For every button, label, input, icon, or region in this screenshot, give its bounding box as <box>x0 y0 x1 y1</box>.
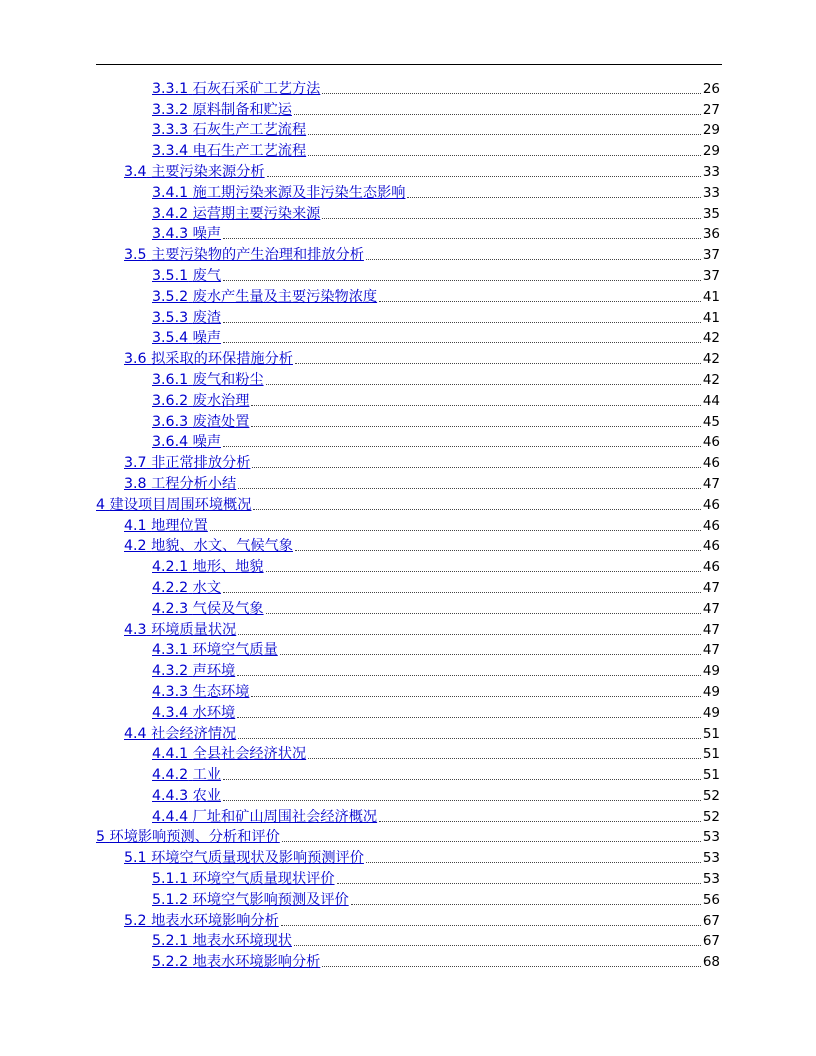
toc-page-number: 67 <box>702 912 720 929</box>
toc-title: 环境空气质量 <box>192 642 278 659</box>
toc-leader-dots <box>223 800 701 801</box>
toc-entry <box>96 514 720 535</box>
toc-number: 4.2.2 <box>152 579 189 596</box>
toc-entry <box>96 722 720 743</box>
toc-page-number: 52 <box>702 787 720 804</box>
toc-entry <box>96 680 720 701</box>
toc-number: 3.6.1 <box>152 371 189 388</box>
toc-title: 施工期污染来源及非污染生态影响 <box>192 184 406 201</box>
toc-title: 废渣 <box>192 309 222 326</box>
toc-title: 地形、地貌 <box>192 559 264 576</box>
toc-entry <box>96 805 720 826</box>
toc-title: 原料制备和贮运 <box>192 101 292 118</box>
toc-link[interactable] <box>124 725 236 743</box>
toc-number: 4.3.2 <box>152 663 189 680</box>
toc-entry <box>96 119 720 140</box>
toc-page-number: 27 <box>702 101 720 118</box>
toc-entry <box>96 930 720 951</box>
toc-title: 环境空气质量现状及影响预测评价 <box>151 850 364 867</box>
toc-title: 地表水环境影响分析 <box>192 954 321 971</box>
toc-link[interactable] <box>124 475 236 493</box>
toc-number: 5.1.1 <box>152 871 189 888</box>
toc-leader-dots <box>223 322 701 323</box>
toc-page-number: 46 <box>702 538 720 555</box>
toc-leader-dots <box>251 405 700 406</box>
toc-page-number: 37 <box>702 247 720 264</box>
toc-leader-dots <box>281 925 701 926</box>
toc-title: 运营期主要污染来源 <box>192 205 321 222</box>
toc-title: 厂址和矿山周围社会经济概况 <box>192 808 378 825</box>
toc-number: 3.5 <box>124 247 147 264</box>
toc-entry <box>96 950 720 971</box>
toc-number: 3.4.2 <box>152 205 189 222</box>
toc-title: 地理位置 <box>151 517 208 534</box>
toc-number: 4.4 <box>124 725 147 742</box>
toc-entry <box>96 639 720 660</box>
toc-number: 4.3.1 <box>152 642 189 659</box>
toc-number: 3.3.4 <box>152 143 189 160</box>
toc-entry <box>96 223 720 244</box>
toc-title: 声环境 <box>192 663 236 680</box>
toc-page-number: 45 <box>702 413 720 430</box>
toc-number: 4.3 <box>124 621 147 638</box>
toc-link[interactable] <box>152 787 221 805</box>
toc-page-number: 29 <box>702 122 720 139</box>
toc-link[interactable] <box>152 121 306 139</box>
toc-title: 噪声 <box>192 330 222 347</box>
toc-leader-dots <box>223 280 701 281</box>
toc-entry <box>96 618 720 639</box>
toc-page-number: 56 <box>702 891 720 908</box>
toc-leader-dots <box>210 530 701 531</box>
toc-leader-dots <box>282 841 701 842</box>
toc-leader-dots <box>295 550 701 551</box>
toc-page-number: 29 <box>702 143 720 160</box>
toc-number: 3.3.1 <box>152 80 189 97</box>
toc-page-number: 47 <box>702 600 720 617</box>
toc-entry <box>96 451 720 472</box>
toc-number: 3.3.2 <box>152 101 189 118</box>
toc-page-number: 42 <box>702 371 720 388</box>
toc-leader-dots <box>308 134 701 135</box>
toc-link[interactable] <box>124 517 208 535</box>
toc-link[interactable] <box>152 309 221 327</box>
toc-link[interactable] <box>96 828 280 846</box>
toc-leader-dots <box>322 93 700 94</box>
toc-leader-dots <box>223 779 701 780</box>
toc-page-number: 51 <box>702 725 720 742</box>
toc-title: 环境质量状况 <box>151 621 237 638</box>
toc-leader-dots <box>251 696 700 697</box>
toc-entry <box>96 306 720 327</box>
toc-leader-dots <box>266 571 701 572</box>
toc-page-number: 47 <box>702 642 720 659</box>
toc-link[interactable] <box>124 454 250 472</box>
toc-title: 地表水环境现状 <box>192 933 292 950</box>
toc-page-number: 42 <box>702 330 720 347</box>
toc-entry <box>96 472 720 493</box>
toc-entry <box>96 909 720 930</box>
toc-number: 4.4.3 <box>152 787 189 804</box>
toc-number: 4.2.1 <box>152 559 189 576</box>
toc-title: 电石生产工艺流程 <box>192 143 307 160</box>
toc-number: 4.2 <box>124 538 147 555</box>
toc-entry <box>96 431 720 452</box>
toc-entry <box>96 743 720 764</box>
toc-entry <box>96 389 720 410</box>
toc-page-number: 53 <box>702 871 720 888</box>
toc-entry <box>96 410 720 431</box>
toc-page-number: 46 <box>702 559 720 576</box>
toc-number: 4.2.3 <box>152 600 189 617</box>
toc-page-number: 41 <box>702 288 720 305</box>
toc-page-number: 49 <box>702 683 720 700</box>
toc-title: 地表水环境影响分析 <box>151 912 279 929</box>
toc-link[interactable] <box>152 267 221 285</box>
toc-link[interactable] <box>152 433 221 451</box>
toc-leader-dots <box>366 259 701 260</box>
toc-link[interactable] <box>124 246 364 264</box>
toc-title: 地貌、水文、气候气象 <box>151 538 293 555</box>
toc-page-number: 33 <box>702 184 720 201</box>
toc-leader-dots <box>223 342 701 343</box>
toc-title: 石灰石采矿工艺方法 <box>192 80 321 97</box>
toc-link[interactable] <box>152 891 349 909</box>
toc-link[interactable] <box>152 870 335 888</box>
toc-title: 社会经济情况 <box>151 725 237 742</box>
toc-number: 3.6.2 <box>152 392 189 409</box>
toc-leader-dots <box>238 488 701 489</box>
toc-title: 废水治理 <box>192 392 250 409</box>
toc-number: 3.6 <box>124 351 147 368</box>
toc-entry <box>96 264 720 285</box>
toc-leader-dots <box>308 155 701 156</box>
toc-entry <box>96 826 720 847</box>
toc-number: 5 <box>96 829 106 846</box>
toc-number: 5.2 <box>124 912 147 929</box>
toc-number: 5.2.1 <box>152 933 189 950</box>
header-rule <box>96 64 722 65</box>
toc-leader-dots <box>337 883 701 884</box>
toc-link[interactable] <box>152 808 377 826</box>
toc-number: 3.5.3 <box>152 309 189 326</box>
toc-title: 农业 <box>192 787 222 804</box>
toc-number: 3.5.2 <box>152 288 189 305</box>
toc-entry <box>96 701 720 722</box>
toc-leader-dots <box>223 446 701 447</box>
toc-entry <box>96 763 720 784</box>
toc-title: 石灰生产工艺流程 <box>192 122 307 139</box>
toc-page-number: 44 <box>702 392 720 409</box>
toc-page-number: 46 <box>702 455 720 472</box>
toc-number: 3.3.3 <box>152 122 189 139</box>
toc-title: 水环境 <box>192 704 236 721</box>
toc-entry <box>96 493 720 514</box>
toc-leader-dots <box>251 426 700 427</box>
toc-title: 拟采取的环保措施分析 <box>151 351 293 368</box>
toc-leader-dots <box>322 218 700 219</box>
toc-title: 全县社会经济状况 <box>192 746 307 763</box>
toc-entry <box>96 535 720 556</box>
toc-leader-dots <box>379 821 701 822</box>
toc-number: 3.8 <box>124 475 147 492</box>
toc-link[interactable] <box>152 600 264 618</box>
toc-entry <box>96 368 720 389</box>
toc-leader-dots <box>238 634 701 635</box>
toc-leader-dots <box>407 197 700 198</box>
toc-link[interactable] <box>152 641 278 659</box>
toc-page-number: 52 <box>702 808 720 825</box>
toc-page-number: 46 <box>702 434 720 451</box>
toc-entry <box>96 77 720 98</box>
toc-title: 噪声 <box>192 434 222 451</box>
toc-title: 环境影响预测、分析和评价 <box>109 829 280 846</box>
toc-leader-dots <box>280 654 701 655</box>
toc-number: 3.4.3 <box>152 226 189 243</box>
toc-link[interactable] <box>152 392 249 410</box>
toc-leader-dots <box>267 176 701 177</box>
toc-leader-dots <box>351 904 701 905</box>
toc-title: 工业 <box>192 767 222 784</box>
toc-title: 废渣处置 <box>192 413 250 430</box>
toc-leader-dots <box>223 238 701 239</box>
toc-link[interactable] <box>152 142 306 160</box>
toc-number: 3.4.1 <box>152 184 189 201</box>
toc-leader-dots <box>266 384 701 385</box>
toc-link[interactable] <box>152 371 264 389</box>
toc-leader-dots <box>223 592 701 593</box>
toc-number: 3.4 <box>124 163 147 180</box>
toc-number: 3.5.1 <box>152 267 189 284</box>
toc-title: 环境空气质量现状评价 <box>192 871 335 888</box>
toc-page-number: 37 <box>702 267 720 284</box>
toc-link[interactable] <box>152 80 320 98</box>
toc-entry <box>96 576 720 597</box>
toc-number: 5.1.2 <box>152 891 189 908</box>
toc-leader-dots <box>295 363 701 364</box>
toc-number: 5.1 <box>124 850 147 867</box>
toc-title: 主要污染物的产生治理和排放分析 <box>151 247 364 264</box>
toc-title: 环境空气影响预测及评价 <box>192 891 349 908</box>
toc-entry <box>96 347 720 368</box>
toc-number: 4.3.3 <box>152 683 189 700</box>
toc-entry <box>96 139 720 160</box>
toc-link[interactable] <box>124 537 293 555</box>
toc-link[interactable] <box>152 558 264 576</box>
toc-link[interactable] <box>152 932 292 950</box>
toc-leader-dots <box>252 467 700 468</box>
toc-page-number: 68 <box>702 954 720 971</box>
toc-title: 生态环境 <box>192 683 250 700</box>
toc-page-number: 67 <box>702 933 720 950</box>
toc-number: 3.6.4 <box>152 434 189 451</box>
toc-number: 4.4.4 <box>152 808 189 825</box>
toc-title: 废水产生量及主要污染物浓度 <box>192 288 378 305</box>
toc-page-number: 49 <box>702 704 720 721</box>
toc-page-number: 49 <box>702 663 720 680</box>
toc-title: 废气 <box>192 267 222 284</box>
toc-title: 主要污染来源分析 <box>151 163 265 180</box>
toc-link[interactable] <box>152 205 320 223</box>
toc-title: 建设项目周围环境概况 <box>109 496 252 513</box>
toc-leader-dots <box>238 738 701 739</box>
toc-link[interactable] <box>124 163 265 181</box>
toc-link[interactable] <box>152 704 235 722</box>
toc-entry <box>96 888 720 909</box>
toc-entry <box>96 181 720 202</box>
toc-page-number: 42 <box>702 351 720 368</box>
toc-link[interactable] <box>124 621 236 639</box>
toc-entry <box>96 846 720 867</box>
toc-link[interactable] <box>152 225 221 243</box>
toc-entry <box>96 867 720 888</box>
toc-entry <box>96 784 720 805</box>
toc-entry <box>96 659 720 680</box>
toc-leader-dots <box>237 675 701 676</box>
toc-title: 气侯及气象 <box>192 600 264 617</box>
toc-page-number: 51 <box>702 746 720 763</box>
toc-entry <box>96 285 720 306</box>
toc-entry <box>96 160 720 181</box>
toc-title: 水文 <box>192 579 222 596</box>
toc-page-number: 53 <box>702 850 720 867</box>
toc-entry <box>96 98 720 119</box>
toc-page-number: 53 <box>702 829 720 846</box>
toc-entry <box>96 555 720 576</box>
table-of-contents <box>96 77 720 971</box>
toc-page-number: 47 <box>702 579 720 596</box>
toc-link[interactable] <box>124 912 279 930</box>
toc-page-number: 26 <box>702 80 720 97</box>
toc-leader-dots <box>253 509 700 510</box>
toc-page-number: 36 <box>702 226 720 243</box>
toc-link[interactable] <box>124 350 293 368</box>
toc-leader-dots <box>322 966 700 967</box>
toc-entry <box>96 202 720 223</box>
toc-link[interactable] <box>152 953 320 971</box>
toc-link[interactable] <box>152 683 249 701</box>
toc-page-number: 51 <box>702 767 720 784</box>
toc-link[interactable] <box>152 745 306 763</box>
toc-leader-dots <box>379 301 701 302</box>
toc-page-number: 35 <box>702 205 720 222</box>
toc-link[interactable] <box>152 101 292 119</box>
toc-leader-dots <box>266 613 701 614</box>
toc-leader-dots <box>294 945 701 946</box>
toc-entry <box>96 597 720 618</box>
toc-entry <box>96 327 720 348</box>
toc-page-number: 47 <box>702 621 720 638</box>
toc-title: 噪声 <box>192 226 222 243</box>
toc-number: 3.6.3 <box>152 413 189 430</box>
toc-number: 4.3.4 <box>152 704 189 721</box>
toc-link[interactable] <box>152 579 221 597</box>
toc-number: 3.7 <box>124 455 147 472</box>
toc-page-number: 33 <box>702 163 720 180</box>
toc-page-number: 41 <box>702 309 720 326</box>
toc-number: 4.4.1 <box>152 746 189 763</box>
toc-link[interactable] <box>96 496 251 514</box>
toc-page-number: 46 <box>702 517 720 534</box>
toc-link[interactable] <box>124 849 364 867</box>
toc-link[interactable] <box>152 662 235 680</box>
toc-title: 废气和粉尘 <box>192 371 264 388</box>
toc-number: 4.4.2 <box>152 767 189 784</box>
toc-leader-dots <box>308 758 701 759</box>
toc-title: 非正常排放分析 <box>151 455 251 472</box>
toc-entry <box>96 243 720 264</box>
toc-number: 5.2.2 <box>152 954 189 971</box>
toc-number: 3.5.4 <box>152 330 189 347</box>
toc-leader-dots <box>294 114 701 115</box>
toc-link[interactable] <box>152 413 249 431</box>
toc-title: 工程分析小结 <box>151 475 237 492</box>
toc-link[interactable] <box>152 288 377 306</box>
toc-number: 4 <box>96 496 106 513</box>
toc-page-number: 47 <box>702 475 720 492</box>
toc-leader-dots <box>366 862 701 863</box>
toc-link[interactable] <box>152 329 221 347</box>
toc-link[interactable] <box>152 184 405 202</box>
toc-page-number: 46 <box>702 496 720 513</box>
toc-leader-dots <box>237 717 701 718</box>
toc-link[interactable] <box>152 766 221 784</box>
toc-number: 4.1 <box>124 517 147 534</box>
